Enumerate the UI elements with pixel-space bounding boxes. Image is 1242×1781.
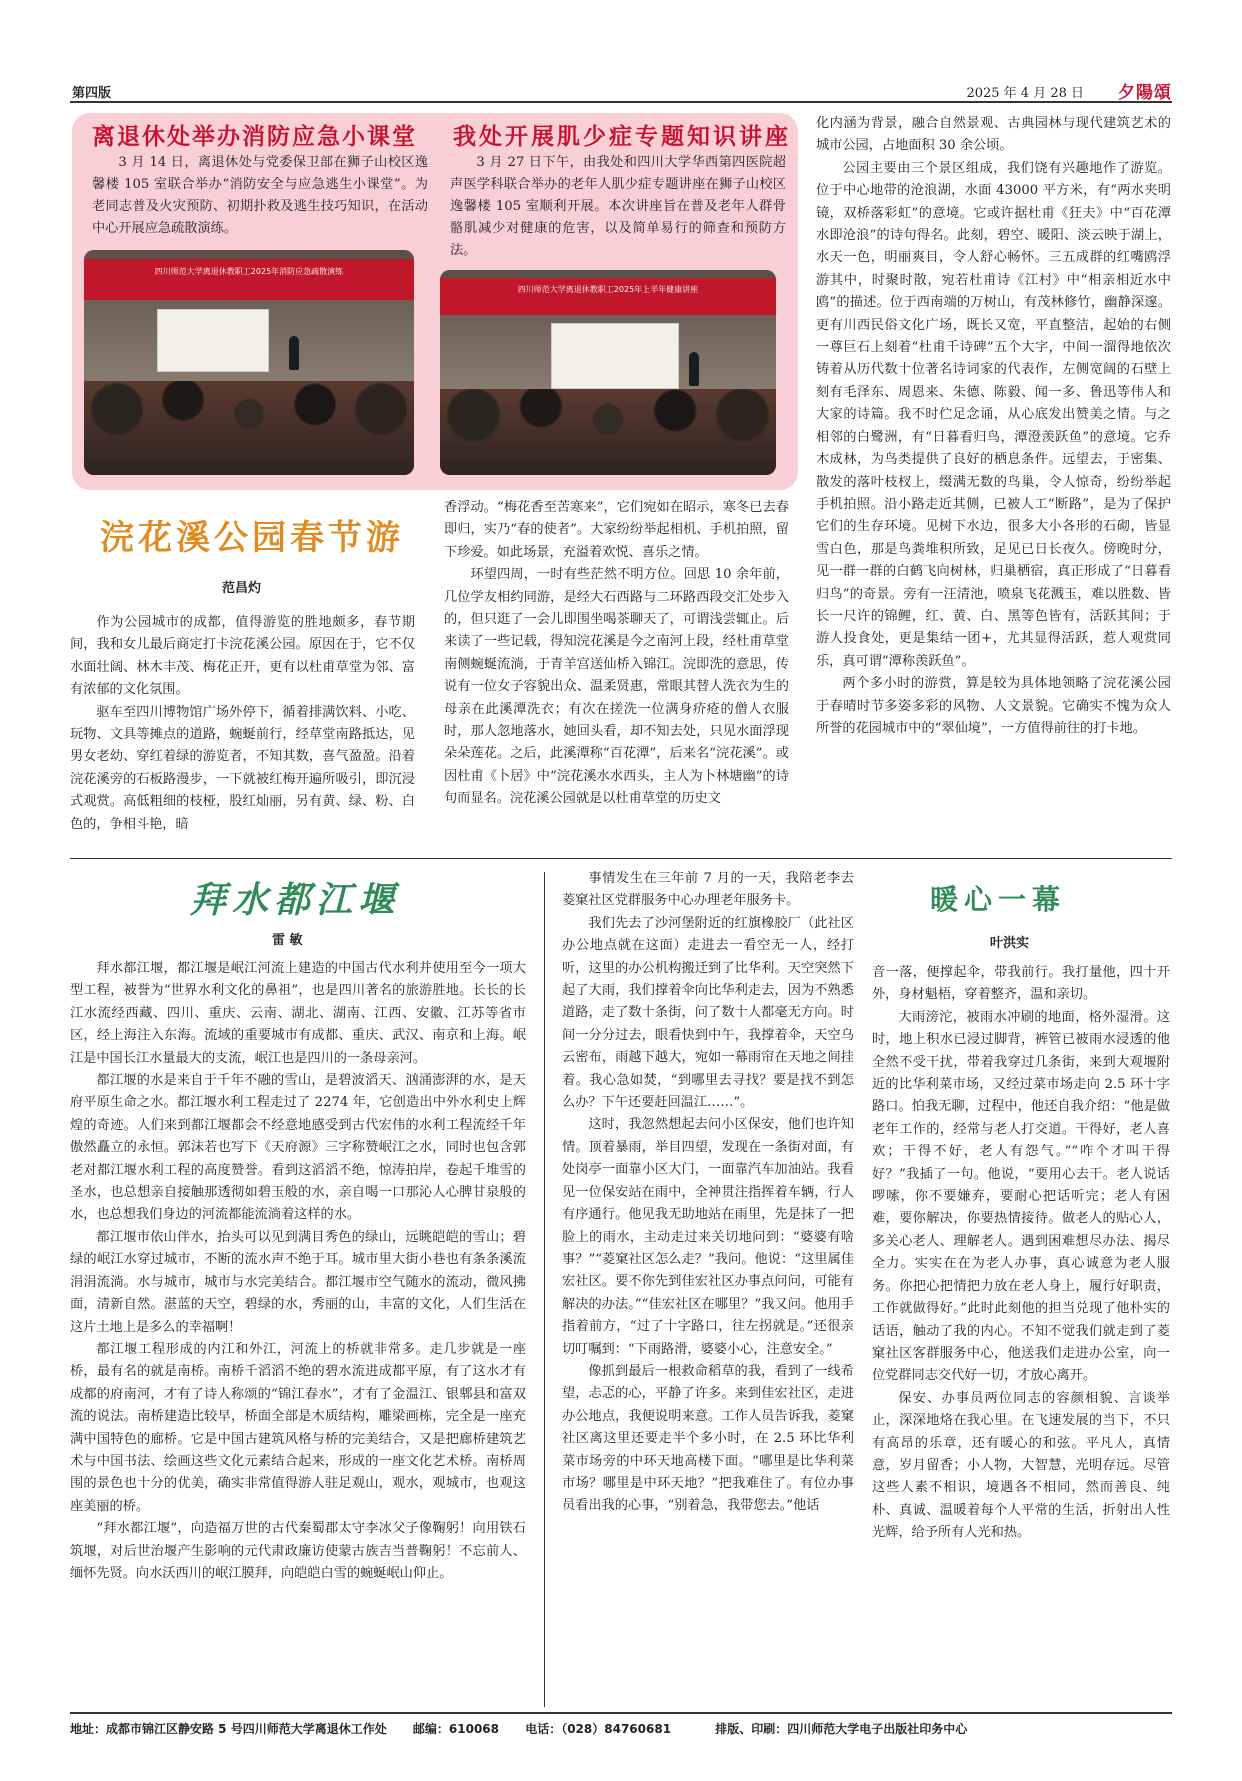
audience xyxy=(84,381,414,476)
section-rule xyxy=(70,858,1172,859)
news1-photo-banner: 四川师范大学离退休教职工2025年消防应急疏散演练 xyxy=(154,266,344,276)
page-number: 第四版 xyxy=(72,86,112,101)
article3-column-1: 事情发生在三年前 7 月的一天，我陪老李去菱窠社区党群服务中心办理老年服务卡。 我们先去了沙河堡附近的红旗橡胶厂（此社区办公地点就在这面）走进去一看空无一人，经打听，这里的办公机构搬迁到了比华利。天空突然下起了大雨，我们撑着伞向比华利走去，因为不熟悉道路，走了数十条街，问了数十人都毫无方向。时间一分分过去，眼看快到中午，我撑着伞，天空乌云密布，雨越下越大，宛如一幕雨帘在天地之间挂着。我心急如焚，“到哪里去寻找？要是找不到怎么办？下午还要赶回温江……”。 这时，我忽然想起去问小区保安，他们也许知情。顶着暴雨，举目四望，发现在一条街对面，有处岗亭一面靠小区大门，一面靠汽车加油站。我看见一位保安站在雨中，全神贯注指挥着车辆，行人有序通行。他见我无助地站在雨里，先是抹了一把脸上的雨水，主动走过来关切地问到：“婆婆有啥事？”“菱窠社区怎么走？”我问。他说：“这里属佳宏社区。要不你先到佳宏社区办事点问问，可能有解决的办法。”“佳宏社区在哪里？”我又问。他用手指着前方，“过了十字路口，往左拐就是。”还很亲切叮嘱到：“下雨路滑，婆婆小心，注意安全。” 像抓到最后一根救命稻草的我，看到了一线希望，忐忑的心，平静了许多。来到佳宏社区，走进办公地点，我便说明来意。工作人员告诉我，菱窠社区离这里还要走半个多小时，在 2.5 环比华利菜市场旁的中环天地高楼下面。“哪里是比华利菜市场？哪里是中环天地？”把我难住了。有位办事员看出我的心事，“别着急，我带您去。”他话 xyxy=(562,871,854,1514)
article1-column-3: 化内涵为背景，融合自然景观、古典园林与现代建筑艺术的城市公园，占地面积 30 余公顷。 公园主要由三个景区组成，我们饶有兴趣地作了游览。位于中心地带的沧浪湖，水面 43000 平方米，有“两水夹明镜，双桥落彩虹”的意境。它或许据杜甫《狂夫》中“百花潭水即沧浪”的诗句得名。此刻，碧空、暖阳、淡云映于湖上，水天一色，明丽爽目，令人舒心畅怀。三五成群的红嘴鸥浮游其中，时聚时散，宛若杜甫诗《江村》中“相亲相近水中鸥”的描述。位于西南端的万树山，有茂林修竹，幽静深邃。更有川西民俗文化广场，既长又宽，平直整洁，起始的右侧一尊巨石上刻着“杜甫千诗碑”五个大字，中间一溜得地依次铸着从历代数十位著名诗词家的代表作，左侧宽阔的石壁上刻有毛泽东、周恩来、朱德、陈毅、闻一多、鲁迅等伟人和大家的诗篇。我不时伫足念诵，从心底发出赞美之情。与之相邻的白鹭洲，有“日暮看归鸟，潭澄羡跃鱼”的意境。它乔木成林，为鸟类提供了良好的栖息条件。远望去，于密集、散发的落叶枝杈上，缀满无数的鸟巢，令人惊奇，纷纷举起手机拍照。沿小路走近其侧，已被人工“断路”，是为了保护它们的生存环境。见树下水边，很多大小各形的石砌，皆显雪白色，那是鸟粪堆积所致，足见已日长夜久。傍晚时分，见一群一群的白鹤飞向树林，归巢栖宿，真正形成了“日暮看归鸟”的奇景。旁有一汪清池，喷泉飞花溅玉，难以胜数、皆长一尺许的锦鲤，红、黄、白、黑等色皆有，活跃其间；于游人投食处，更是集结一团+，尤其显得活跃，惹人观赏同乐，真可谓“潭称羡跃鱼”。 两个多小时的游赏，算是较为具体地领略了浣花溪公园于春晴时节多姿多彩的风物、人文景貌。它确实不愧为众人所誉的花园城市中的“翠仙境”，一方值得前往的打卡地。 xyxy=(816,116,1171,736)
footer-address: 地址：成都市锦江区静安路 5 号四川师范大学离退休工作处 xyxy=(70,1722,387,1736)
news1-title: 离退休处举办消防应急小课堂 xyxy=(92,123,417,150)
article1-author: 范昌灼 xyxy=(222,581,262,596)
news1-photo xyxy=(84,250,414,475)
header-rule xyxy=(70,101,1172,103)
article2-title: 拜水都江堰 xyxy=(190,879,401,921)
slide-screen xyxy=(551,323,679,389)
news2-photo-banner: 四川师范大学离退休教职工2025年上半年健康讲座 xyxy=(517,285,699,295)
article1-title: 浣花溪公园春节游 xyxy=(100,518,404,558)
column-divider xyxy=(544,872,545,1707)
article3-column-2: 音一落，便撑起伞，带我前行。我打量他，四十开外，身材魁梧，穿着整齐，温和亲切。 大雨滂沱，被雨水冲刷的地面，格外湿滑。这时，地上积水已浸过脚背，裤管已被雨水浸透的他全然不受干扰，带着我穿过几条街，来到大观堰附近的比华利菜市场，又经过菜市场走向 2.5 环十字路口。怕我无聊，过程中，他还自我介绍：“他是做老年工作的，经常与老人打交道。干得好，老人喜欢；干得不好，老人有怨气。”“咋个才叫干得好？”我插了一句。他说，“要用心去干。老人说话啰嗦，你不要嫌弃，要耐心把话听完；老人有困难，要你解决，你要热情接待。做老人的贴心人，多关心老人、理解老人。遇到困难想尽办法、揭尽全力。实实在在为老人办事，真心诚意为老人服务。你把心把情把力放在老人身上，履行好职责，工作就做得好。”此时此刻他的担当兑现了他朴实的话语，触动了我的内心。不知不觉我们就走到了菱窠社区客群服务中心，他送我们走进办公室，向一位党群同志交代好一切，才放心离开。 保安、办事员两位同志的容颜相貌、言谈举止，深深地烙在我心里。在飞速发展的当下，不只有高昂的乐章，还有暖心的和弦。平凡人，真情意，岁月留香；小人物，大智慧，光明存远。尽管这些人素不相识，境遇各不相同，然而善良、纯朴、真诚、温暖着每个人平常的生活，折射出人性光辉，给予所有人光和热。 xyxy=(872,965,1170,1541)
article2-author: 雷 敏 xyxy=(272,933,303,948)
news2-body: 3 月 27 日下午，由我处和四川大学华西第四医院超声医学科联合举办的老年人肌少症专题讲座在狮子山校区逸馨楼 105 室顺利开展。本次讲座旨在普及老年人群骨骼肌减少对健康的危害，以及简单易行的筛查和预防方法。 xyxy=(450,155,786,258)
footer-zip: 邮编：610068 xyxy=(412,1722,500,1736)
article1-column-1: 作为公园城市的成都，值得游览的胜地颇多，春节期间，我和女儿最后商定打卡浣花溪公园。原因在于，它不仅水面壮阔、林木丰茂、梅花正开，更有以杜甫草堂为邻、富有浓郁的文化氛围。 驱车至四川博物馆广场外停下，循着排满饮料、小吃、玩物、文具等摊点的道路，蜿蜒前行，经草堂南路抵达，见男女老幼、穿红着绿的游览者，不知其数，喜气盈盈。沿着浣花溪旁的石板路漫步，一下就被红梅开遍所吸引，即沉浸式观赏。高低粗细的枝桠，股红灿丽，另有黄、绿、粉、白色的，争相斗艳，暗 xyxy=(70,615,415,832)
article1-column-2: 香浮动。“梅花香至苦寒来”，它们宛如在昭示，寒冬已去春即归，实乃“春的使者”。大家纷纷举起相机、手机拍照，留下珍爱。如此场景，充溢着欢悦、喜乐之情。 环望四周，一时有些茫然不明方位。回思 10 余年前，几位学友相约同游，是经大石西路与二环路西段交汇处步入的，但只逛了一会儿即围坐喝茶聊天了，可谓浅尝辄止。后来读了一些记载，得知浣花溪是今之南河上段，经杜甫草堂南侧蜿蜒流淌，于青羊宫送仙桥入锦江。浣即洗的意思，传说有一位女子容貌出众、温柔贤惠，常眼其替人洗衣为生的母亲在此溪潭洗衣；有次在搓洗一位满身疥疮的僧人衣服时，那人忽地落水，她回头看，却不知去处，只见水面浮现朵朵莲花。之后，此溪潭称“百花潭”，后来名“浣花溪”。或因杜甫《卜居》中“浣花溪水水西头，主人为卜林塘幽”的诗句而显名。浣花溪公园就是以杜甫草堂的历史文 xyxy=(444,500,789,807)
slide-screen xyxy=(157,309,269,372)
footer-printer: 排版、印刷：四川师范大学电子出版社印务中心 xyxy=(715,1722,968,1736)
audience xyxy=(440,389,776,475)
issue-date: 2025 年 4 月 28 日 xyxy=(966,86,1084,101)
speaker-figure xyxy=(689,352,699,386)
article2-body: 拜水都江堰，都江堰是岷江河流上建造的中国古代水利并使用至今一项大型工程，被誉为“世界水利文化的鼻祖”，也是四川著名的旅游胜地。长长的长江水流经西藏、四川、重庆、云南、湖北、湖南、江西、安徽、江苏等省市区，经上海注入东海。流域的重要城市有成都、重庆、武汉、南京和上海。岷江是中国长江水量最大的支流，岷江也是四川的一条母亲河。 都江堰的水是来自于千年不融的雪山，是碧波滔天、汹涌澎湃的水，是天府平原生命之水。都江堰水利工程走过了 2274 年，它创造出中外水利史上辉煌的奇迹。人们来到都江堰都会不经意地感受到古代宏伟的水利工程流经千年傲然矗立的永恒。郭沫若也写下《天府源》三字称赞岷江之水，同时也包含郭老对都江堰水利工程的高度赞誉。看到这滔滔不绝，惊涛拍岸，卷起千堆雪的圣水，也总想亲自接触那透彻如碧玉般的水，亲自喝一口那沁人心脾甘泉般的水，也总想我们身边的河流都能流淌着这样的水。 都江堰市依山伴水，抬头可以见到满目秀色的绿山，远眺皑皑的雪山；碧绿的岷江水穿过城市，不断的流水声不绝于耳。城市里大街小巷也有条条溪流涓涓流淌。水与城市，城市与水完美结合。都江堰市空气随水的流动，微风拂面，清新自然。湛蓝的天空，碧绿的水，秀丽的山，丰富的文化，人们生活在这片土地上是多么的幸福啊！ 都江堰工程形成的内江和外江，河流上的桥就非常多。走几步就是一座桥，最有名的就是南桥。南桥千滔滔不绝的碧水流进成都平原，有了这水才有成都的府南河，才有了诗人称颂的“锦江春水”，才有了金温江、银郫县和富双流的说法。南桥建造比较早，桥面全部是木质结构，雕梁画栋，完全是一座充满中国特色的廊桥。它是中国古建筑风格与桥的完美结合，又是把廊桥建筑艺术与中国书法、绘画这些文化元素结合起来，形成的一座文化艺术桥。南桥周围的景色也十分的优美，确实非常值得游人驻足观山，观水，观城市，也观这座美丽的桥。 “拜水都江堰”，向造福万世的古代秦蜀郡太守李冰父子像鞠躬！向用铁石筑堰，对后世治堰产生影响的元代肃政廉访使蒙古族吉当普鞠躬！不忘前人、缅怀先贤。向水沃西川的岷江膜拜，向皑皑白雪的蜿蜒岷山仰止。 xyxy=(70,961,526,1581)
footer-rule xyxy=(70,1712,1172,1714)
footer-phone: 电话：（028）84760681 xyxy=(525,1722,672,1736)
page-footer xyxy=(70,1720,1172,1737)
news2-title: 我处开展肌少症专题知识讲座 xyxy=(453,123,791,150)
news1-body: 3 月 14 日，离退休处与党委保卫部在狮子山校区逸馨楼 105 室联合举办“消防安全与应急逃生小课堂”。为老同志普及火灾预防、初期扑救及逃生技巧知识，在活动中心开展应急疏散演练。 xyxy=(92,155,428,236)
article3-author: 叶洪实 xyxy=(990,936,1030,951)
speaker-figure xyxy=(289,336,299,370)
newspaper-logo: 夕陽頌 xyxy=(1118,83,1172,103)
article3-title: 暖心一幕 xyxy=(930,883,1067,916)
page-header xyxy=(70,80,1172,102)
news2-photo xyxy=(440,270,776,475)
